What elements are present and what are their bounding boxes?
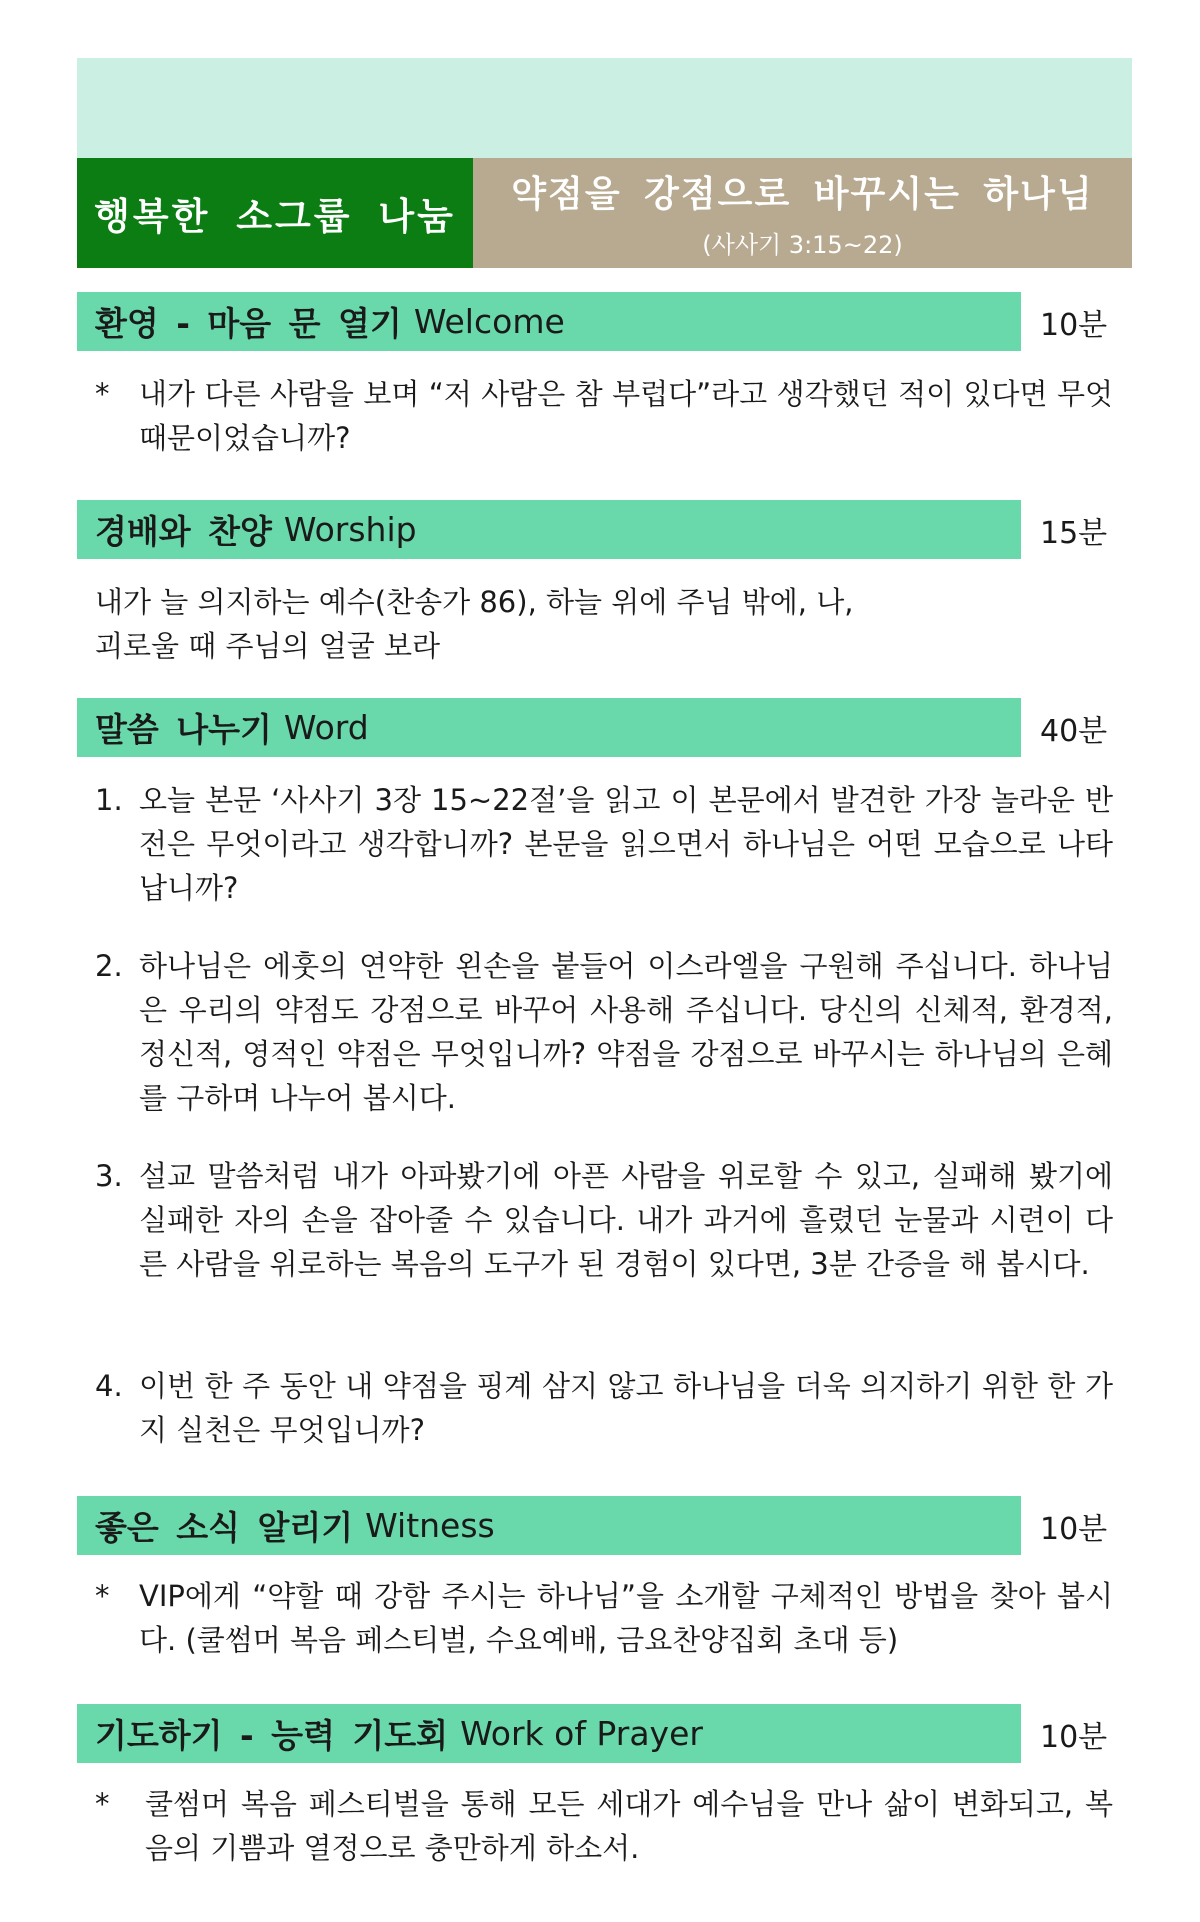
song-line: 내가 늘 의지하는 예수(찬송가 86), 하늘 위에 주님 밖에, 나, xyxy=(95,585,854,619)
question-number: 1. xyxy=(95,783,123,817)
section-time: 10분 xyxy=(1040,307,1108,343)
sermon-title: 약점을 강점으로 바꾸시는 하나님 xyxy=(511,174,1094,215)
sermon-title-box xyxy=(473,158,1132,268)
bullet-mark: * xyxy=(95,377,110,411)
section-title-ko: 좋은 소식 알리기 xyxy=(95,1508,354,1547)
welcome-question xyxy=(95,372,1113,460)
prayer-item xyxy=(95,1782,1113,1870)
section-title-en: Work of Prayer xyxy=(460,1714,703,1753)
question-text: 내가 다른 사람을 보며 “저 사람은 참 부럽다”라고 생각했던 적이 있다면 무엇 때문이었습니까? xyxy=(139,377,1113,455)
section-witness-header xyxy=(77,1496,1021,1555)
top-band xyxy=(77,58,1132,158)
word-question-1 xyxy=(95,778,1113,910)
section-welcome-header xyxy=(77,292,1021,351)
question-number: 2. xyxy=(95,949,123,983)
section-worship-header xyxy=(77,500,1021,559)
witness-text: VIP에게 “약할 때 강함 주시는 하나님”을 소개할 구체적인 방법을 찾아 봅시다. (쿨썸머 복음 페스티벌, 수요예배, 금요찬양집회 초대 등) xyxy=(139,1579,1113,1657)
prayer-text: 쿨썸머 복음 페스티벌을 통해 모든 세대가 예수님을 만나 삶이 변화되고, 복음의 기쁨과 열정으로 충만하게 하소서. xyxy=(145,1787,1113,1865)
section-title-en: Word xyxy=(283,708,369,747)
word-question-4 xyxy=(95,1364,1113,1452)
bullet-mark: * xyxy=(95,1787,110,1821)
section-time: 10분 xyxy=(1040,1511,1108,1547)
page-title: 행복한 소그룹 나눔 xyxy=(77,158,473,268)
word-question-3 xyxy=(95,1154,1113,1286)
question-text: 하나님은 에훗의 연약한 왼손을 붙들어 이스라엘을 구원해 주십니다. 하나님은 우리의 약점도 강점으로 바꾸어 사용해 주십니다. 당신의 신체적, 환경적, 정신적, 영적인 약점은 무엇입니까? 약점을 강점으로 바꾸시는 하나님의 은혜를 구하며 나누어 봅시다. xyxy=(139,949,1113,1115)
section-title-ko: 말씀 나누기 xyxy=(95,710,272,749)
section-title-ko: 기도하기 - 능력 기도회 xyxy=(95,1716,449,1755)
song-line: 괴로울 때 주님의 얼굴 보라 xyxy=(95,629,441,663)
section-title-ko: 경배와 찬양 xyxy=(95,512,272,551)
question-number: 3. xyxy=(95,1159,123,1193)
section-title-en: Witness xyxy=(365,1506,495,1545)
section-time: 40분 xyxy=(1040,713,1108,749)
question-text: 설교 말씀처럼 내가 아파봤기에 아픈 사람을 위로할 수 있고, 실패해 봤기에 실패한 자의 손을 잡아줄 수 있습니다. 내가 과거에 흘렸던 눈물과 시련이 다른 사람을 위로하는 복음의 도구가 된 경험이 있다면, 3분 간증을 해 봅시다. xyxy=(139,1159,1113,1281)
question-text: 이번 한 주 동안 내 약점을 핑계 삼지 않고 하나님을 더욱 의지하기 위한 한 가지 실천은 무엇입니까? xyxy=(139,1369,1113,1447)
section-title-en: Worship xyxy=(283,510,417,549)
section-title-en: Welcome xyxy=(413,302,565,341)
section-time: 15분 xyxy=(1040,515,1108,551)
bullet-mark: * xyxy=(95,1579,110,1613)
word-question-2 xyxy=(95,944,1113,1120)
section-time: 10분 xyxy=(1040,1719,1108,1755)
worship-songs xyxy=(95,580,1113,668)
section-prayer-header xyxy=(77,1704,1021,1763)
scripture-reference: (사사기 3:15~22) xyxy=(702,231,903,259)
witness-item xyxy=(95,1574,1113,1662)
question-text: 오늘 본문 ‘사사기 3장 15~22절’을 읽고 이 본문에서 발견한 가장 놀라운 반전은 무엇이라고 생각합니까? 본문을 읽으면서 하나님은 어떤 모습으로 나타납니까? xyxy=(139,783,1113,905)
question-number: 4. xyxy=(95,1369,123,1403)
section-title-ko: 환영 - 마음 문 열기 xyxy=(95,304,402,343)
section-word-header xyxy=(77,698,1021,757)
